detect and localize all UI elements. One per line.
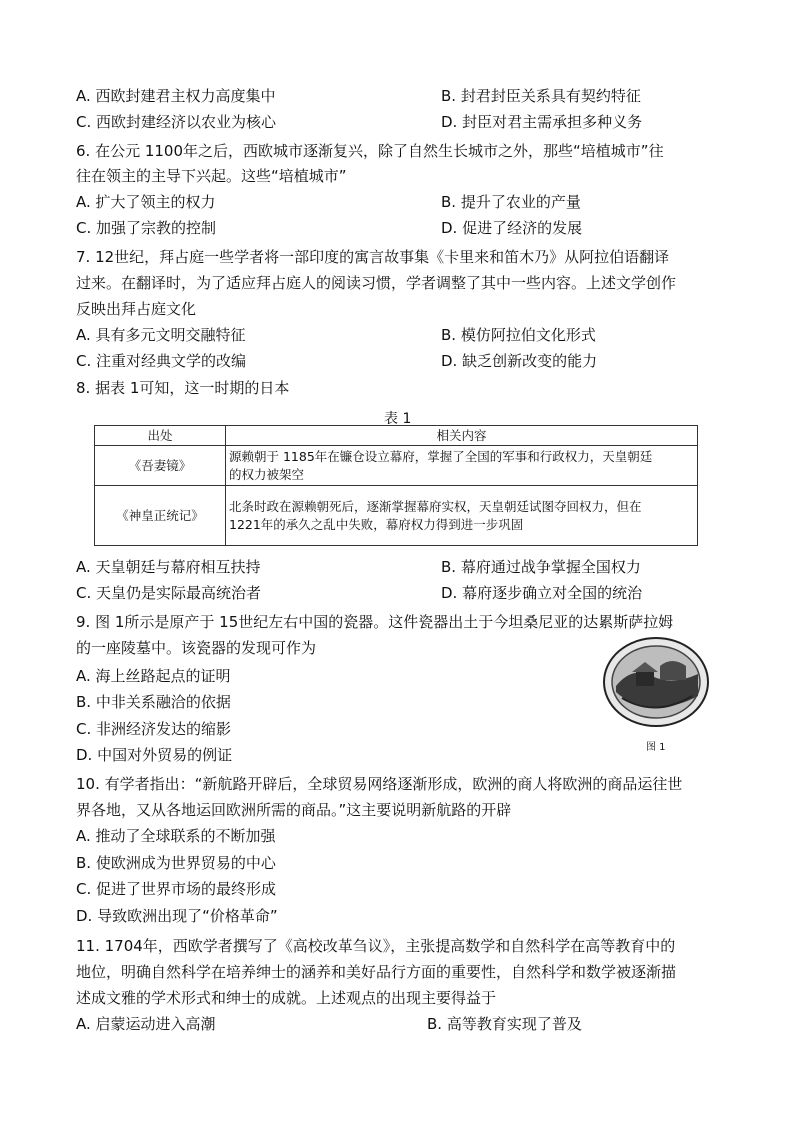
question-10-option-b: B. 使欧洲成为世界贸易的中心: [76, 854, 276, 872]
question-9-stem: 9. 图 1所示是原产于 15世纪左右中国的瓷器。这件瓷器出土于今坦桑尼亚的达累斯萨拉姆: [76, 613, 674, 631]
table-cell-source: 《吾妻镜》: [95, 446, 226, 486]
question-8-option-c: C. 天皇仍是实际最高统治者: [76, 584, 262, 602]
table-cell-source: 《神皇正统记》: [95, 486, 226, 546]
question-7-option-b: B. 模仿阿拉伯文化形式: [441, 326, 596, 344]
table-cell-line: 源赖朝于 1185年在镰仓设立幕府，掌握了全国的军事和行政权力，天皇朝廷: [229, 448, 653, 464]
question-7-stem-cont: 过来。在翻译时，为了适应拜占庭人的阅读习惯，学者调整了其中一些内容。上述文学创作: [76, 274, 677, 292]
question-9-option-a: A. 海上丝路起点的证明: [76, 667, 231, 685]
table-cell-line: 1221年的承久之乱中失败，幕府权力得到进一步巩固: [229, 516, 524, 532]
question-6-option-b: B. 提升了农业的产量: [441, 193, 581, 211]
question-11-option-b: B. 高等教育实现了普及: [427, 1015, 582, 1033]
figure-caption: 图 1: [646, 742, 666, 753]
table-header-source: 出处: [95, 426, 226, 446]
question-9-option-d: D. 中国对外贸易的例证: [76, 746, 233, 764]
question-6-option-c: C. 加强了宗教的控制: [76, 219, 217, 237]
question-10-option-d: D. 导致欧洲出现了“价格革命”: [76, 907, 278, 925]
question-6-option-d: D. 促进了经济的发展: [441, 219, 583, 237]
question-7-stem: 7. 12世纪，拜占庭一些学者将一部印度的寓言故事集《卡里来和笛木乃》从阿拉伯语翻译: [76, 248, 670, 266]
option-c: C. 西欧封建经济以农业为核心: [76, 113, 277, 131]
question-11-stem-cont2: 述成文雅的学术形式和绅士的成就。上述观点的出现主要得益于: [76, 989, 497, 1007]
question-11-stem: 11. 1704年，西欧学者撰写了《高校改革刍议》，主张提高数学和自然科学在高等教育中的: [76, 937, 676, 955]
table-row: [95, 446, 698, 486]
option-a: A. 西欧封建君主权力高度集中: [76, 87, 276, 105]
question-9-option-c: C. 非洲经济发达的缩影: [76, 720, 232, 738]
table-cell-content: [226, 446, 698, 486]
question-8-option-b: B. 幕府通过战争掌握全国权力: [441, 558, 641, 576]
porcelain-plate-image: [602, 636, 710, 730]
table-cell-line: 北条时政在源赖朝死后，逐渐掌握幕府实权，天皇朝廷试图夺回权力，但在: [229, 498, 642, 514]
question-10-option-c: C. 促进了世界市场的最终形成: [76, 880, 277, 898]
question-10-stem-cont: 界各地，又从各地运回欧洲所需的商品。”这主要说明新航路的开辟: [76, 801, 512, 819]
table-header-row: [95, 426, 698, 446]
question-6-stem-cont: 往在领主的主导下兴起。这些“培植城市”: [76, 167, 347, 185]
question-9-option-b: B. 中非关系融洽的依据: [76, 693, 231, 711]
question-7-option-a: A. 具有多元文明交融特征: [76, 326, 246, 344]
question-9-stem-cont: 的一座陵墓中。该瓷器的发现可作为: [76, 639, 317, 657]
question-11-stem-cont: 地位，明确自然科学在培养绅士的涵养和美好品行方面的重要性，自然科学和数学被逐渐描: [76, 963, 677, 981]
question-6-stem: 6. 在公元 1100年之后，西欧城市逐渐复兴，除了自然生长城市之外，那些“培植城市”往: [76, 142, 664, 160]
question-11-option-a: A. 启蒙运动进入高潮: [76, 1015, 216, 1033]
option-b: B. 封君封臣关系具有契约特征: [441, 87, 641, 105]
table-1: [94, 425, 698, 546]
question-8-stem: 8. 据表 1可知，这一时期的日本: [76, 379, 290, 397]
question-10-stem: 10. 有学者指出：“新航路开辟后，全球贸易网络逐渐形成，欧洲的商人将欧洲的商品运往世: [76, 775, 683, 793]
question-7-stem-cont2: 反映出拜占庭文化: [76, 300, 197, 318]
question-10-option-a: A. 推动了全球联系的不断加强: [76, 827, 276, 845]
table-row: [95, 486, 698, 546]
table-cell-content: [226, 486, 698, 546]
table-header-content: 相关内容: [226, 426, 698, 446]
question-7-option-d: D. 缺乏创新改变的能力: [441, 352, 598, 370]
table-title: 表 1: [384, 411, 412, 427]
option-d: D. 封臣对君主需承担多种义务: [441, 113, 643, 131]
question-8-option-a: A. 天皇朝廷与幕府相互扶持: [76, 558, 261, 576]
table-cell-line: 的权力被架空: [229, 466, 305, 482]
question-6-option-a: A. 扩大了领主的权力: [76, 193, 216, 211]
question-7-option-c: C. 注重对经典文学的改编: [76, 352, 247, 370]
question-8-option-d: D. 幕府逐步确立对全国的统治: [441, 584, 643, 602]
